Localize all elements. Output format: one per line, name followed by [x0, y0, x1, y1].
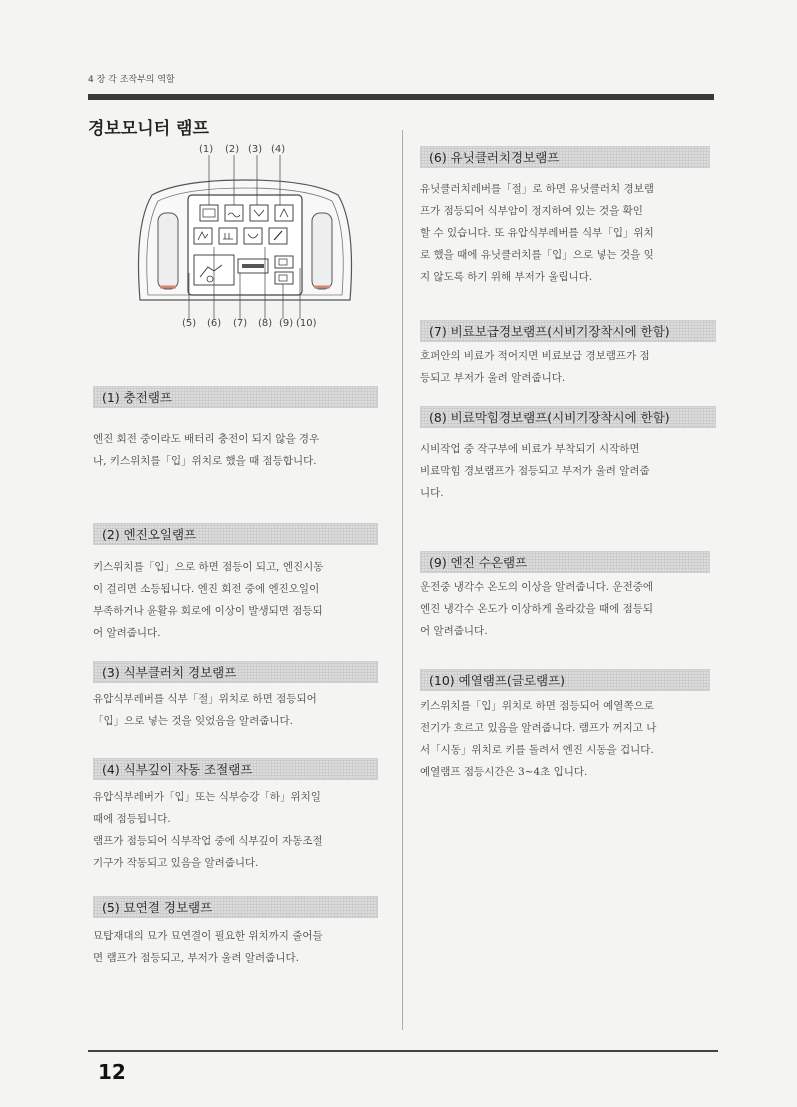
header-rule	[88, 94, 714, 100]
section-heading: (9) 엔진 수온램프	[420, 551, 710, 573]
callout-label: (1)	[199, 144, 214, 155]
monitor-panel-illustration	[130, 155, 360, 320]
section-heading: (1) 충전램프	[93, 386, 378, 408]
section-text: 운전중 냉각수 온도의 이상을 알려줍니다. 운전중에 엔진 냉각수 온도가 이상하게 올라갔을 때에 점등되 어 알려줍니다.	[420, 581, 654, 637]
section-heading: (4) 식부깊이 자동 조절램프	[93, 758, 378, 780]
footer-rule	[88, 1050, 718, 1052]
callout-label: (9)	[279, 318, 294, 329]
section-text: 시비작업 중 작구부에 비료가 부착되기 시작하면 비료막힘 경보램프가 점등되고 부저가 울려 알려줍 니다.	[420, 443, 650, 499]
section-text: 유압식부레버를 식부「절」위치로 하면 점등되어 「입」으로 넣는 것을 잊었음을 알려줍니다.	[93, 693, 317, 727]
section-heading: (6) 유닛클러치경보램프	[420, 146, 710, 168]
callout-label: (5)	[182, 318, 197, 329]
section-heading: (10) 예열램프(글로램프)	[420, 669, 710, 691]
page-number: 12	[98, 1060, 126, 1084]
section-heading: (8) 비료막힘경보램프(시비기장착시에 한함)	[420, 406, 716, 428]
section-heading: (5) 묘연결 경보램프	[93, 896, 378, 918]
section-heading: (2) 엔진오일램프	[93, 523, 378, 545]
callout-label: (8)	[258, 318, 273, 329]
callout-label: (7)	[233, 318, 248, 329]
section-heading: (7) 비료보급경보램프(시비기장착시에 한함)	[420, 320, 716, 342]
section-heading: (3) 식부클러치 경보램프	[93, 661, 378, 683]
section-text: 유닛클러치레버를「절」로 하면 유닛클러치 경보램 프가 점등되어 식부암이 정지하여 있는 것을 확인 할 수 있습니다. 또 유압식부레버를 식부「입」위치 로 했을 때에 유닛클러치를「입」으로 넣는 것을 잊 지 않도록 하기 위해 부저가 울립니다.	[420, 183, 654, 283]
section-text: 키스위치를「입」으로 하면 점등이 되고, 엔진시동 이 걸리면 소등됩니다. 엔진 회전 중에 엔진오일이 부족하거나 윤활유 회로에 이상이 발생되면 점등되 어 알려줍니다.	[93, 561, 324, 639]
running-header: 4 장 각 조작부의 역할	[88, 75, 175, 85]
callout-label: (4)	[271, 144, 286, 155]
column-divider	[402, 130, 403, 1030]
callout-label: (6)	[207, 318, 222, 329]
section-text: 유압식부레버가「입」또는 식부승강「하」위치일 때에 점등됩니다. 램프가 점등되어 식부작업 중에 식부깊이 자동조절 기구가 작동되고 있음을 알려줍니다.	[93, 791, 323, 869]
callout-label: (2)	[225, 144, 240, 155]
section-text: 묘탑재대의 묘가 묘연결이 필요한 위치까지 줄어들 면 램프가 점등되고, 부저가 울려 알려줍니다.	[93, 930, 323, 964]
section-text: 키스위치를「입」위치로 하면 점등되어 예열쪽으로 전기가 흐르고 있음을 알려줍니다. 램프가 꺼지고 나 서「시동」위치로 키를 돌려서 엔진 시동을 겁니다. 예열램프 점등시간은 3~4초 입니다.	[420, 700, 657, 778]
callout-label: (3)	[248, 144, 263, 155]
section-text: 엔진 회전 중이라도 배터리 충전이 되지 않을 경우 나, 키스위치를「입」위치로 했을 때 점등합니다.	[93, 433, 320, 467]
page-title: 경보모니터 램프	[88, 119, 209, 139]
section-text: 호퍼안의 비료가 적어지면 비료보급 경보램프가 점 등되고 부저가 울려 알려줍니다.	[420, 350, 650, 384]
callout-label: (10)	[296, 318, 317, 329]
